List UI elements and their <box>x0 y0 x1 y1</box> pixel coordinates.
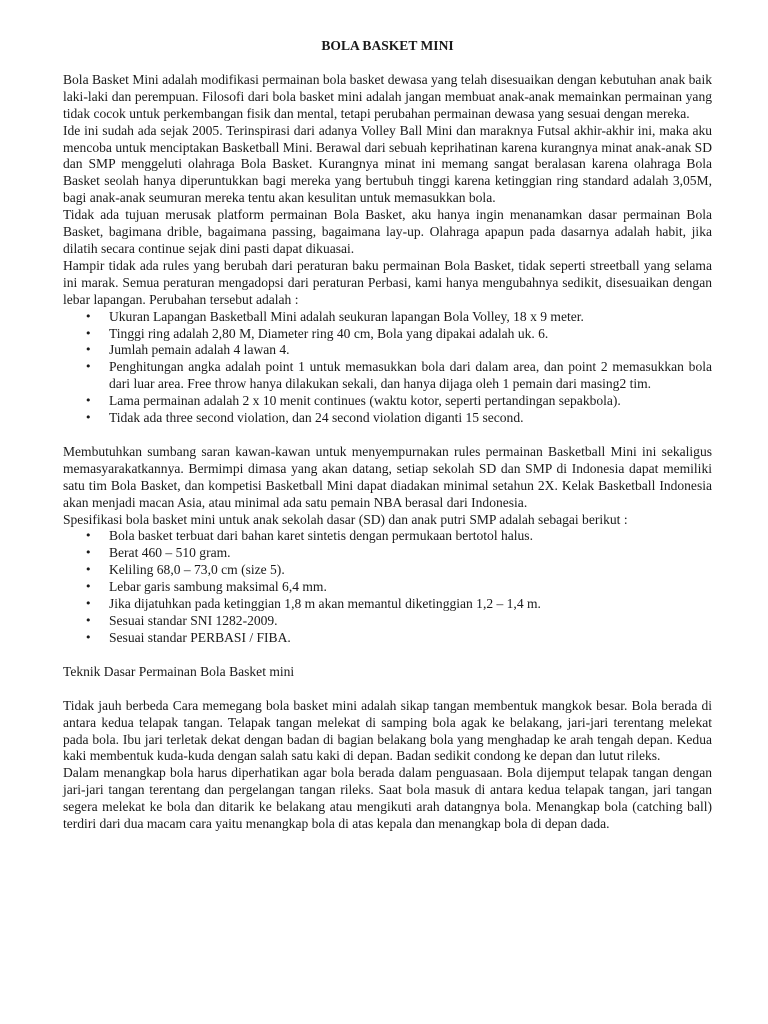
paragraph-holding-ball: Tidak jauh berbeda Cara memegang bola basket mini adalah sikap tangan membentuk mangkok besar. Bola berada di antara kedua telapak tangan. Telapak tangan melekat di samping bola agak ke belakang, jari-jari terentang melekat pada bola. Ibu jari terletak dekat dengan badan di bagian belakang bola yang menghadap ke arah tengah depan. Kedua kaki membentuk kuda-kuda dengan salah satu kaki di depan. Badan sedikit condong ke depan dan lutut rileks. <box>63 697 712 764</box>
specs-list <box>63 528 712 646</box>
paragraph-catching-ball: Dalam menangkap bola harus diperhatikan agar bola berada dalam penguasaan. Bola dijemput telapak tangan dengan jari-jari tangan terentang dan pergelangan tangan rileks. Saat bola masuk di antara kedua telapak tangan, jari tangan segera melekat ke bola dan ditarik ke belakang atau mengikuti arah datangnya bola. Menangkap bola (catching ball) terdiri dari dua macam cara yaitu menangkap bola di atas kepala dan menangkap bola di depan dada. <box>63 765 712 832</box>
list-item: • Ukuran Lapangan Basketball Mini adalah seukuran lapangan Bola Volley, 18 x 9 meter. <box>85 308 584 324</box>
bullet-icon: • <box>85 580 92 594</box>
paragraph-intro: Bola Basket Mini adalah modifikasi permainan bola basket dewasa yang telah disesuaikan dengan kebutuhan anak baik laki-laki dan perempuan. Filosofi dari bola basket mini adalah jangan membuat anak-anak memainkan permainan yang tidak cocok untuk perkembangan fisik dan mental, tetapi perubahan permainan dewasa yang sesuai dengan mereka. <box>63 71 712 121</box>
list-item: • Tidak ada three second violation, dan 24 second violation diganti 15 second. <box>85 410 524 426</box>
list-item: • Keliling 68,0 – 73,0 cm (size 5). <box>85 562 285 578</box>
paragraph-history: Ide ini sudah ada sejak 2005. Terinspirasi dari adanya Volley Ball Mini dan maraknya Futsal akhir-akhir ini, maka aku mencoba untuk menciptakan Basketball Mini. Berawal dari sebuah keprihatinan karena kurangnya minat anak-anak SD dan SMP menggeluti olahraga Bola Basket. Kurangnya minat ini memang sangat beralasan karena olahraga Bola Basket seolah hanya diperuntukkan bagi mereka yang bertubuh tinggi karena ketinggian ring standard adalah 3,05M, bagi anak-anak seumuran mereka tentu akan kesulitan untuk memasukkan bola. <box>63 122 712 206</box>
list-item: • Sesuai standar SNI 1282-2009. <box>85 613 278 628</box>
section-subheading: Teknik Dasar Permainan Bola Basket mini <box>63 663 295 679</box>
spacer <box>63 647 712 664</box>
spacer <box>63 427 712 444</box>
bullet-icon: • <box>85 563 92 577</box>
bullet-icon: • <box>85 309 92 323</box>
paragraph-rules-intro: Hampir tidak ada rules yang berubah dari peraturan baku permainan Bola Basket, tidak seperti streetball yang selama ini marak. Semua peraturan mengadopsi dari peraturan Perbasi, kami hanya mengubahnya sedikit, disesuaikan dengan lebar lapangan. Perubahan tersebut adalah : <box>63 257 712 307</box>
document-title: BOLA BASKET MINI <box>321 38 454 53</box>
bullet-icon: • <box>85 630 92 644</box>
bullet-icon: • <box>85 411 92 425</box>
paragraph-purpose: Tidak ada tujuan merusak platform permainan Bola Basket, aku hanya ingin menanamkan dasar permainan Bola Basket, bagimana drible, bagaimana passing, bagaimana lay-up. Olahraga apapun pada dasarnya adalah habit, jika dilatih secara continue sejak dini pasti dapat dikuasai. <box>63 207 712 256</box>
bullet-icon: • <box>85 394 92 408</box>
spacer <box>63 681 712 698</box>
list-item: • Tinggi ring adalah 2,80 M, Diameter ring 40 cm, Bola yang dipakai adalah uk. 6. <box>85 325 549 341</box>
list-item: • Jika dijatuhkan pada ketinggian 1,8 m akan memantul diketinggian 1,2 – 1,4 m. <box>85 596 541 612</box>
paragraph-specs-intro: Spesifikasi bola basket mini untuk anak sekolah dasar (SD) dan anak putri SMP adalah sebagai berikut : <box>63 511 628 527</box>
list-item: • Sesuai standar PERBASI / FIBA. <box>85 629 291 645</box>
bullet-icon: • <box>85 326 92 340</box>
list-item: • Lebar garis sambung maksimal 6,4 mm. <box>85 579 327 595</box>
bullet-icon: • <box>85 546 92 560</box>
list-item: • Berat 460 – 510 gram. <box>85 545 231 561</box>
bullet-icon: • <box>85 343 92 357</box>
list-item: • Jumlah pemain adalah 4 lawan 4. <box>85 342 290 358</box>
bullet-icon: • <box>85 614 92 627</box>
list-item: • Lama permainan adalah 2 x 10 menit continues (waktu kotor, seperti pertandingan sepakbola). <box>85 393 621 409</box>
bullet-icon: • <box>85 360 92 374</box>
bullet-icon: • <box>85 597 92 611</box>
list-item: • Penghitungan angka adalah point 1 untuk memasukkan bola dari dalam area, dan point 2 memasukkan bola dari luar area. Free throw hanya dilakukan sekali, dan hanya dijaga oleh 1 pemain dari masing2 tim. <box>85 359 712 392</box>
list-item: • Bola basket terbuat dari bahan karet sintetis dengan permukaan bertotol halus. <box>85 528 533 544</box>
paragraph-call-to-action: Membutuhkan sumbang saran kawan-kawan untuk menyempurnakan rules permainan Basketball Mini ini sekaligus memasyarakatkannya. Bermimpi dimasa yang akan datang, setiap sekolah SD dan SMP di Indonesia dapat memiliki satu tim Bola Basket, dan kompetisi Basketball Mini dapat diadakan minimal setahun 2X. Kelak Basketball Indonesia akan menjadi macan Asia, atau minimal ada satu pemain NBA berasal dari Indonesia. <box>63 443 712 510</box>
rules-list <box>63 309 712 427</box>
bullet-icon: • <box>85 529 92 543</box>
